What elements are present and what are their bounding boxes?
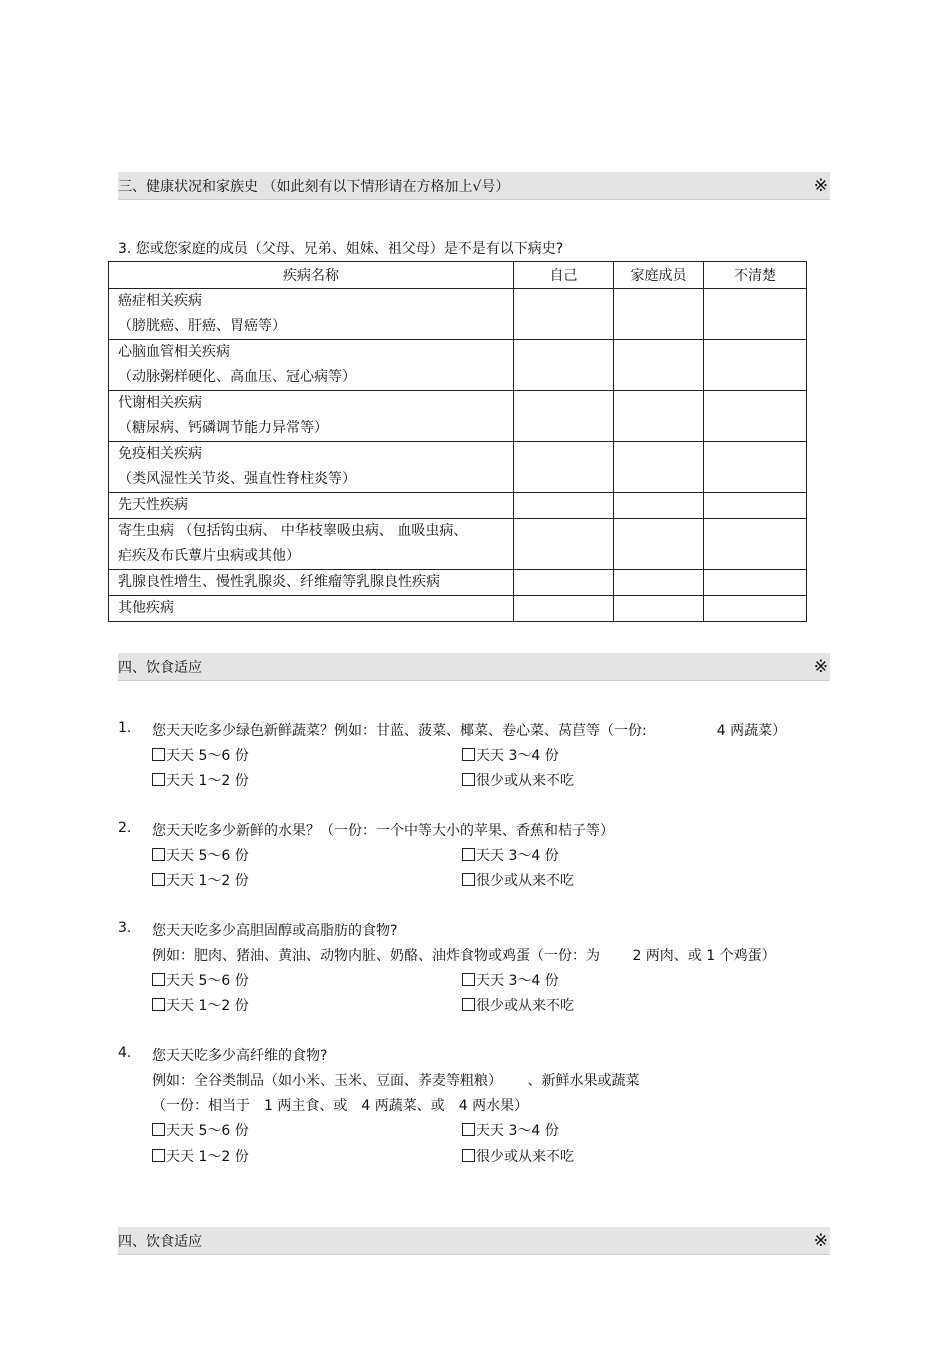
section-4-title: 四、饮食适应 (118, 659, 202, 676)
checkbox-cell-family[interactable] (614, 519, 704, 570)
disease-name-cell (109, 442, 514, 493)
checkbox-cell-family[interactable] (614, 570, 704, 596)
checkbox-cell-self[interactable] (514, 493, 614, 519)
question-text: 您天天吃多少高胆固醇或高脂肪的食物? (152, 923, 398, 939)
table-row (109, 493, 807, 519)
checkbox-cell-self[interactable] (514, 519, 614, 570)
disease-name-cell (109, 289, 514, 340)
table-row (109, 596, 807, 622)
table-row (109, 570, 807, 596)
question-number: 3. (118, 920, 132, 936)
disease-name-cell (109, 340, 514, 391)
disease-examples: （糖尿病、钙磷调节能力异常等） (118, 420, 328, 436)
header-self: 自己 (514, 262, 614, 289)
checkbox-icon[interactable] (462, 998, 475, 1011)
reference-mark-icon: ※ (813, 656, 828, 677)
question-portion: （一份：相当于 1 两主食、或 4 两蔬菜、或 4 两水果） (152, 1098, 529, 1114)
disease-name: 免疫相关疾病 (118, 446, 202, 462)
checkbox-icon[interactable] (152, 873, 165, 886)
option-5-6[interactable] (152, 745, 249, 765)
checkbox-cell-self[interactable] (514, 570, 614, 596)
table-header-row (109, 262, 807, 289)
checkbox-icon[interactable] (462, 773, 475, 786)
option-label: 天天 5～6 份 (166, 973, 249, 989)
question-example: 例如：肥肉、猪油、黄油、动物内脏、奶酪、油炸食物或鸡蛋（一份：为 2 两肉、或 1 个鸡蛋） (152, 948, 776, 964)
option-3-4[interactable] (462, 845, 559, 865)
option-label: 天天 5～6 份 (166, 748, 249, 764)
option-5-6[interactable] (152, 1120, 249, 1140)
option-3-4[interactable] (462, 745, 559, 765)
question-text: 您天天吃多少高纤维的食物? (152, 1048, 328, 1064)
table-row (109, 391, 807, 442)
option-rarely[interactable] (462, 770, 574, 790)
disease-name-cell (109, 493, 514, 519)
checkbox-cell-family[interactable] (614, 289, 704, 340)
reference-mark-icon: ※ (813, 1230, 828, 1251)
option-rarely[interactable] (462, 995, 574, 1015)
section-4-title: 四、饮食适应 (118, 1233, 202, 1250)
checkbox-cell-unknown[interactable] (704, 519, 807, 570)
disease-examples: （类风湿性关节炎、强直性脊柱炎等） (118, 471, 356, 487)
checkbox-icon[interactable] (152, 748, 165, 761)
checkbox-cell-family[interactable] (614, 596, 704, 622)
disease-name: 先天性疾病 (118, 497, 188, 513)
checkbox-cell-self[interactable] (514, 289, 614, 340)
option-rarely[interactable] (462, 1146, 574, 1166)
family-history-question: 3. 您或您家庭的成员（父母、兄弟、姐妹、祖父母）是不是有以下病史? (118, 241, 564, 257)
table-row (109, 442, 807, 493)
option-label: 天天 1～2 份 (166, 873, 249, 889)
disease-name: 乳腺良性增生、慢性乳腺炎、纤维瘤等乳腺良性疾病 (118, 574, 440, 590)
option-label: 天天 1～2 份 (166, 1149, 249, 1165)
option-rarely[interactable] (462, 870, 574, 890)
header-family: 家庭成员 (614, 262, 704, 289)
disease-examples: 疟疾及布氏蕈片虫病或其他） (118, 548, 300, 564)
checkbox-icon[interactable] (152, 1149, 165, 1162)
option-1-2[interactable] (152, 1146, 249, 1166)
checkbox-cell-self[interactable] (514, 596, 614, 622)
header-disease-name: 疾病名称 (109, 262, 514, 289)
disease-name: 寄生虫病 （包括钩虫病、 中华枝睾吸虫病、 血吸虫病、 (118, 523, 468, 539)
checkbox-icon[interactable] (462, 873, 475, 886)
option-label: 天天 5～6 份 (166, 1123, 249, 1139)
checkbox-icon[interactable] (152, 1123, 165, 1136)
section-3-header (118, 172, 830, 200)
option-label: 很少或从来不吃 (476, 1149, 574, 1165)
question-number: 1. (118, 720, 132, 736)
checkbox-cell-family[interactable] (614, 340, 704, 391)
disease-name: 其他疾病 (118, 600, 174, 616)
checkbox-cell-unknown[interactable] (704, 493, 807, 519)
disease-examples: （动脉粥样硬化、高血压、冠心病等） (118, 369, 356, 385)
option-1-2[interactable] (152, 770, 249, 790)
option-1-2[interactable] (152, 995, 249, 1015)
checkbox-cell-unknown[interactable] (704, 391, 807, 442)
option-5-6[interactable] (152, 970, 249, 990)
option-label: 天天 1～2 份 (166, 773, 249, 789)
checkbox-cell-family[interactable] (614, 442, 704, 493)
checkbox-cell-self[interactable] (514, 340, 614, 391)
checkbox-icon[interactable] (152, 973, 165, 986)
disease-name-cell (109, 596, 514, 622)
checkbox-icon[interactable] (152, 848, 165, 861)
option-5-6[interactable] (152, 845, 249, 865)
disease-name-cell (109, 519, 514, 570)
option-label: 很少或从来不吃 (476, 873, 574, 889)
checkbox-icon[interactable] (152, 998, 165, 1011)
section-3-title: 三、健康状况和家族史 （如此刻有以下情形请在方格加上√号） (118, 178, 510, 195)
checkbox-icon[interactable] (462, 1123, 475, 1136)
checkbox-cell-unknown[interactable] (704, 340, 807, 391)
checkbox-icon[interactable] (152, 773, 165, 786)
option-label: 很少或从来不吃 (476, 773, 574, 789)
option-label: 很少或从来不吃 (476, 998, 574, 1014)
question-text: 您天天吃多少新鲜的水果？（一份：一个中等大小的苹果、香蕉和桔子等） (152, 823, 614, 839)
disease-examples: （膀胱癌、肝癌、胃癌等） (118, 318, 286, 334)
disease-name-cell (109, 391, 514, 442)
option-label: 天天 1～2 份 (166, 998, 249, 1014)
checkbox-cell-family[interactable] (614, 493, 704, 519)
section-4-header-repeat (118, 1227, 830, 1255)
checkbox-cell-unknown[interactable] (704, 289, 807, 340)
checkbox-cell-unknown[interactable] (704, 570, 807, 596)
disease-name-cell (109, 570, 514, 596)
option-label: 天天 5～6 份 (166, 848, 249, 864)
section-4-header (118, 653, 830, 681)
question-number: 2. (118, 820, 132, 836)
option-3-4[interactable] (462, 1120, 559, 1140)
checkbox-icon[interactable] (462, 748, 475, 761)
option-3-4[interactable] (462, 970, 559, 990)
table-row (109, 519, 807, 570)
checkbox-cell-family[interactable] (614, 391, 704, 442)
option-1-2[interactable] (152, 870, 249, 890)
question-text: 您天天吃多少绿色新鲜蔬菜？例如：甘蓝、菠菜、椰菜、卷心菜、莴苣等（一份: 4 两蔬菜） (152, 723, 787, 739)
checkbox-cell-unknown[interactable] (704, 442, 807, 493)
checkbox-cell-self[interactable] (514, 442, 614, 493)
checkbox-icon[interactable] (462, 1149, 475, 1162)
checkbox-icon[interactable] (462, 848, 475, 861)
question-example: 例如：全谷类制品（如小米、玉米、豆面、荞麦等粗粮） 、新鲜水果或蔬菜 (152, 1073, 640, 1089)
disease-name: 心脑血管相关疾病 (118, 344, 230, 360)
checkbox-cell-unknown[interactable] (704, 596, 807, 622)
checkbox-icon[interactable] (462, 973, 475, 986)
disease-history-table (108, 261, 807, 622)
reference-mark-icon: ※ (813, 175, 828, 196)
option-label: 天天 3～4 份 (476, 973, 559, 989)
disease-name: 代谢相关疾病 (118, 395, 202, 411)
question-number: 4. (118, 1045, 132, 1061)
disease-name: 癌症相关疾病 (118, 293, 202, 309)
option-label: 天天 3～4 份 (476, 1123, 559, 1139)
table-row (109, 340, 807, 391)
option-label: 天天 3～4 份 (476, 748, 559, 764)
checkbox-cell-self[interactable] (514, 391, 614, 442)
option-label: 天天 3～4 份 (476, 848, 559, 864)
header-unknown: 不清楚 (704, 262, 807, 289)
table-row (109, 289, 807, 340)
